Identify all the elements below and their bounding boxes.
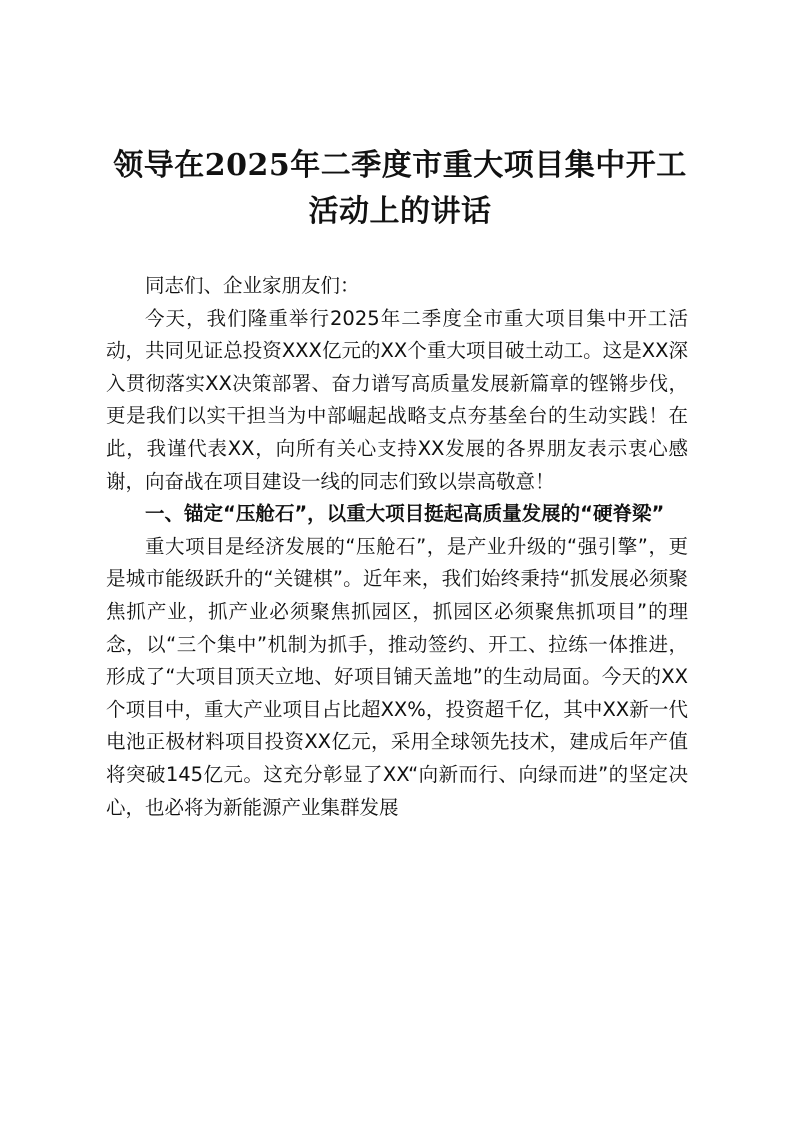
document-body [106, 270, 688, 824]
section-paragraph: 重大项目是经济发展的“压舱石”，是产业升级的“强引擎”，更是城市能级跃升的“关键棋”。近年来，我们始终秉持“抓发展必须聚焦抓产业，抓产业必须聚焦抓园区，抓园区必须聚焦抓项目”的理念，以“三个集中”机制为抓手，推动签约、开工、拉练一体推进，形成了“大项目顶天立地、好项目铺天盖地”的生动局面。今天的XX个项目中，重大产业项目占比超XX%，投资超千亿，其中XX新一代电池正极材料项目投资XX亿元，采用全球领先技术，建成后年产值将突破145亿元。这充分彰显了XX“向新而行、向绿而进”的坚定决心，也必将为新能源产业集群发展 [106, 534, 688, 819]
salutation-paragraph: 同志们、企业家朋友们： [145, 274, 360, 297]
intro-paragraph: 今天，我们隆重举行2025年二季度全市重大项目集中开工活动，共同见证总投资XXX亿元的XX个重大项目破土动工。这是XX深入贯彻落实XX决策部署、奋力谱写高质量发展新篇章的铿锵步伐，更是我们以实干担当为中部崛起战略支点夯基垒台的生动实践！在此，我谨代表XX，向所有关心支持XX发展的各界朋友表示衷心感谢，向奋战在项目建设一线的同志们致以崇高敬意！ [106, 306, 688, 493]
document-title: 领导在2025年二季度市重大项目集中开工活动上的讲话 [113, 148, 687, 229]
section-heading: 一、锚定“压舱石”，以重大项目挺起高质量发展的“硬脊梁” [145, 502, 665, 526]
